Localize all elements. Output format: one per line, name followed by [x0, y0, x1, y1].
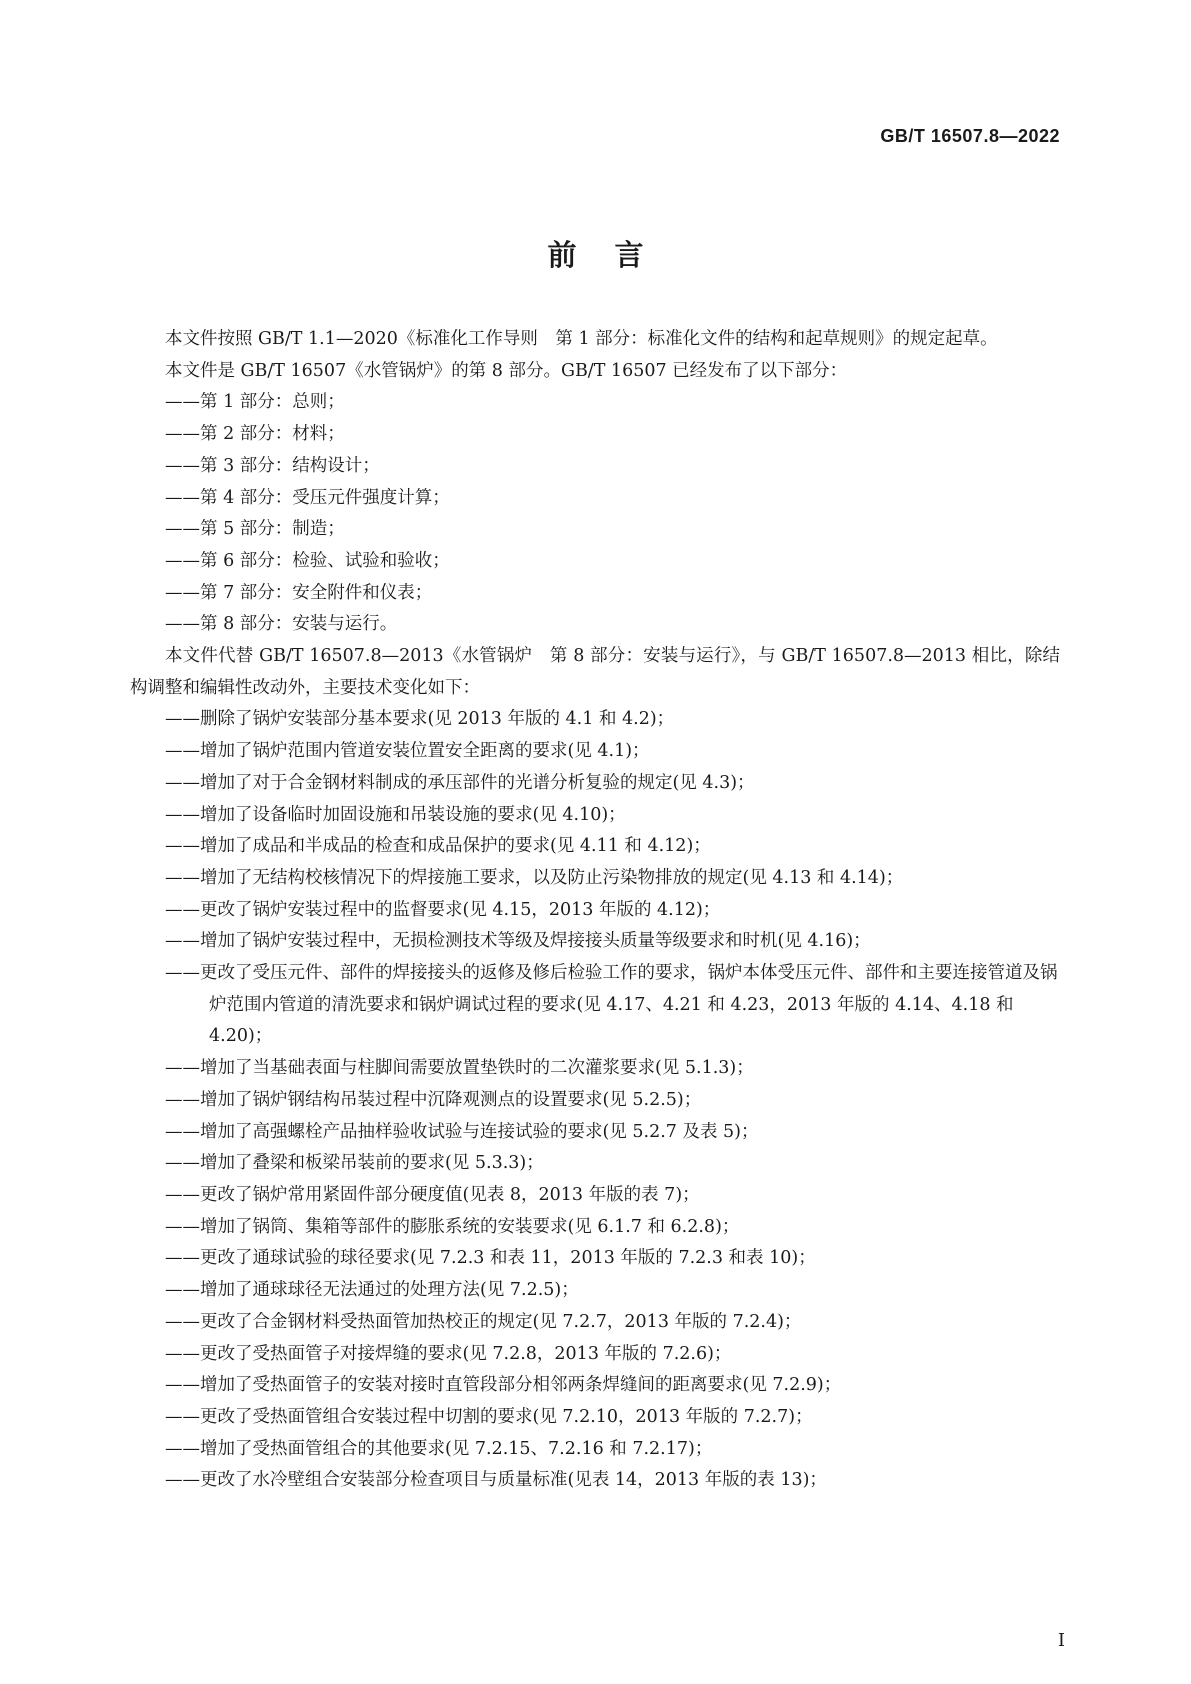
list-item: ——增加了对于合金钢材料制成的承压部件的光谱分析复验的规定(见 4.3)； — [165, 772, 755, 793]
list-item: ——更改了水冷壁组合安装部分检查项目与质量标准(见表 14，2013 年版的表 13)； — [165, 1470, 827, 1491]
list-item: ——第 5 部分：制造； — [165, 519, 345, 540]
preface-body — [130, 324, 1060, 1497]
list-item: ——增加了成品和半成品的检查和成品保护的要求(见 4.11 和 4.12)； — [165, 836, 711, 857]
standard-number: GB/T 16507.8—2022 — [880, 126, 1060, 146]
list-item: ——第 7 部分：安全附件和仪表； — [165, 582, 433, 603]
list-item: ——第 4 部分：受压元件强度计算； — [165, 487, 450, 508]
list-item: ——第 8 部分：安装与运行。 — [165, 614, 398, 635]
list-item: ——增加了无结构校核情况下的焊接施工要求，以及防止污染物排放的规定(见 4.13 和 4.14)； — [165, 867, 904, 888]
list-item: ——更改了合金钢材料受热面管加热校正的规定(见 7.2.7，2013 年版的 7.2.4)； — [165, 1311, 802, 1332]
list-item: ——更改了受热面管子对接焊缝的要求(见 7.2.8，2013 年版的 7.2.6)； — [165, 1343, 732, 1364]
list-item: ——增加了高强螺栓产品抽样验收试验与连接试验的要求(见 5.2.7 及表 5)； — [165, 1121, 759, 1142]
paragraph-drafting-rules: 本文件按照 GB/T 1.1—2020《标准化工作导则 第 1 部分：标准化文件的结构和起草规则》的规定起草。 — [165, 329, 998, 349]
list-item: ——增加了受热面管子的安装对接时直管段部分相邻两条焊缝间的距离要求(见 7.2.9)； — [165, 1375, 842, 1396]
page-title: 前言 — [547, 238, 682, 272]
list-item: ——更改了受热面管组合安装过程中切割的要求(见 7.2.10，2013 年版的 7.2.7)； — [165, 1406, 813, 1427]
list-item: ——第 6 部分：检验、试验和验收； — [165, 550, 450, 571]
list-item: ——第 2 部分：材料； — [165, 424, 345, 445]
list-item: ——更改了锅炉安装过程中的监督要求(见 4.15，2013 年版的 4.12)； — [165, 899, 721, 920]
parts-list — [130, 387, 1060, 641]
list-item: ——第 3 部分：结构设计； — [165, 455, 380, 476]
list-item: ——增加了设备临时加固设施和吊装设施的要求(见 4.10)； — [165, 804, 626, 825]
list-item: ——增加了通球球径无法通过的处理方法(见 7.2.5)； — [165, 1280, 579, 1301]
paragraph-replacement: 本文件代替 GB/T 16507.8—2013《水管锅炉 第 8 部分：安装与运行》，与 GB/T 16507.8—2013 相比，除结构调整和编辑性改动外，主要技术变化如下： — [130, 646, 1060, 698]
list-item: ——增加了受热面管组合的其他要求(见 7.2.15、7.2.16 和 7.2.17)； — [165, 1438, 713, 1459]
list-item: ——增加了当基础表面与柱脚间需要放置垫铁时的二次灌浆要求(见 5.1.3)； — [165, 1058, 754, 1079]
list-item: ——增加了锅炉钢结构吊装过程中沉降观测点的设置要求(见 5.2.5)； — [165, 1089, 702, 1110]
list-item: ——增加了叠梁和板梁吊装前的要求(见 5.3.3)； — [165, 1153, 544, 1174]
list-item: ——删除了锅炉安装部分基本要求(见 2013 年版的 4.1 和 4.2)； — [165, 709, 675, 730]
page-number: I — [1057, 1630, 1065, 1651]
list-item: ——增加了锅炉范围内管道安装位置安全距离的要求(见 4.1)； — [165, 741, 650, 762]
list-item: ——更改了通球试验的球径要求(见 7.2.3 和表 11，2013 年版的 7.2.3 和表 10)； — [165, 1248, 816, 1269]
paragraph-series-intro: 本文件是 GB/T 16507《水管锅炉》的第 8 部分。GB/T 16507 已经发布了以下部分： — [165, 360, 848, 381]
list-item: ——增加了锅筒、集箱等部件的膨胀系统的安装要求(见 6.1.7 和 6.2.8)； — [165, 1216, 740, 1237]
list-item: ——第 1 部分：总则； — [165, 392, 345, 413]
list-item: ——更改了受压元件、部件的焊接接头的返修及修后检验工作的要求，锅炉本体受压元件、部件和主要连接管道及锅炉范围内管道的清洗要求和锅炉调试过程的要求(见 4.17、4.21 和 4.23，2013 年版的 4.14、4.18 和 4.20)； — [165, 963, 1058, 1047]
list-item: ——增加了锅炉安装过程中，无损检测技术等级及焊接接头质量等级要求和时机(见 4.16)； — [165, 931, 871, 952]
list-item: ——更改了锅炉常用紧固件部分硬度值(见表 8，2013 年版的表 7)； — [165, 1184, 700, 1205]
changes-list — [130, 704, 1060, 1497]
